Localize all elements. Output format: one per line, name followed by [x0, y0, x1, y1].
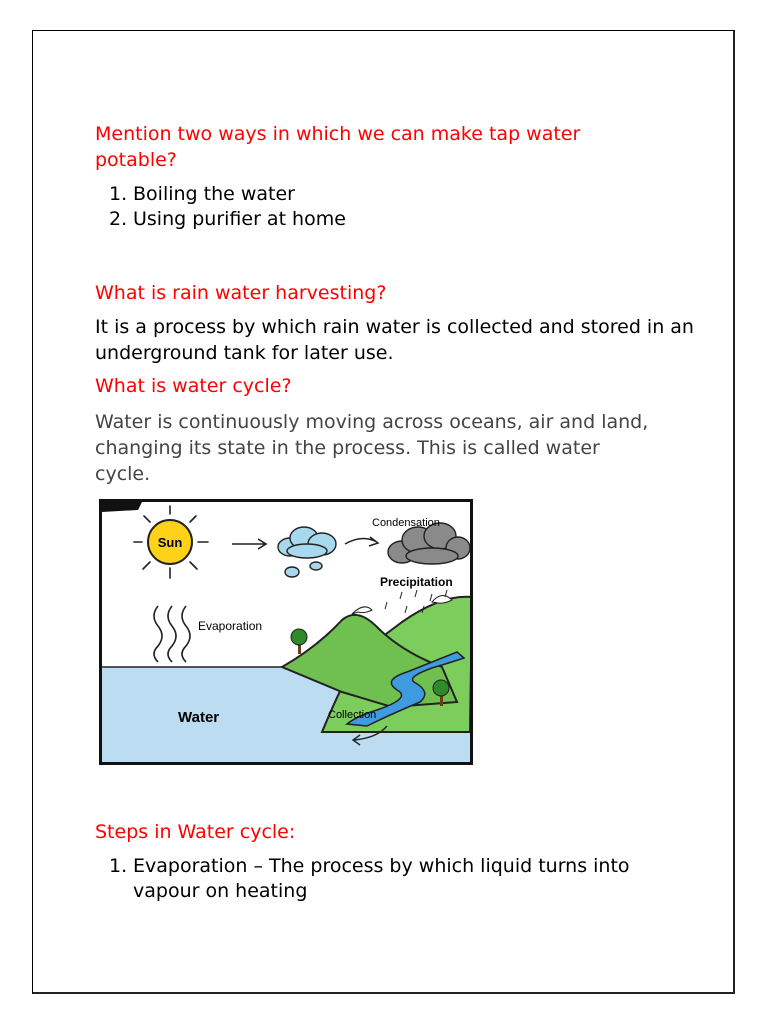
label-collection: Collection — [328, 709, 377, 721]
arrow-icon — [345, 537, 378, 546]
tap-water-answers — [93, 182, 693, 232]
answer-water-cycle: Water is continuously moving across oceans, air and land, changing its state in the process. This is called water cycle. — [95, 411, 649, 485]
logo-fragment — [102, 502, 142, 512]
evaporation-icon — [154, 606, 190, 662]
list-number: 1. — [109, 183, 128, 205]
document-page — [32, 30, 735, 994]
list-item: 1. Boiling the water — [109, 183, 295, 205]
list-item: 2. Using purifier at home — [109, 208, 346, 230]
arrow-icon — [232, 539, 266, 549]
rain-cloud-icon — [388, 523, 470, 564]
cloud-icon — [278, 527, 336, 577]
label-evaporation: Evaporation — [198, 619, 263, 633]
label-precipitation: Precipitation — [380, 575, 453, 589]
list-item: 1. Evaporation – The process by which liquid turns into vapour on heating — [109, 855, 630, 902]
steps-list — [93, 854, 693, 904]
water-cycle-illustration — [102, 502, 470, 762]
question-water-cycle: What is water cycle? — [95, 375, 292, 397]
steps-heading: Steps in Water cycle: — [95, 821, 296, 843]
label-water: Water — [178, 709, 220, 726]
question-tap-water: Mention two ways in which we can make tap water potable? — [95, 123, 581, 171]
list-number: 2. — [109, 208, 128, 230]
snow-cap — [352, 607, 372, 614]
question-rain-water-harvesting: What is rain water harvesting? — [95, 282, 387, 304]
water-cycle-diagram — [99, 499, 473, 765]
tree — [291, 629, 307, 654]
label-sun: Sun — [157, 535, 183, 550]
answer-rain-water-harvesting: It is a process by which rain water is collected and stored in an underground tank for later use. — [95, 316, 694, 364]
label-condensation: Condensation — [372, 517, 440, 529]
list-number: 1. — [109, 855, 128, 877]
